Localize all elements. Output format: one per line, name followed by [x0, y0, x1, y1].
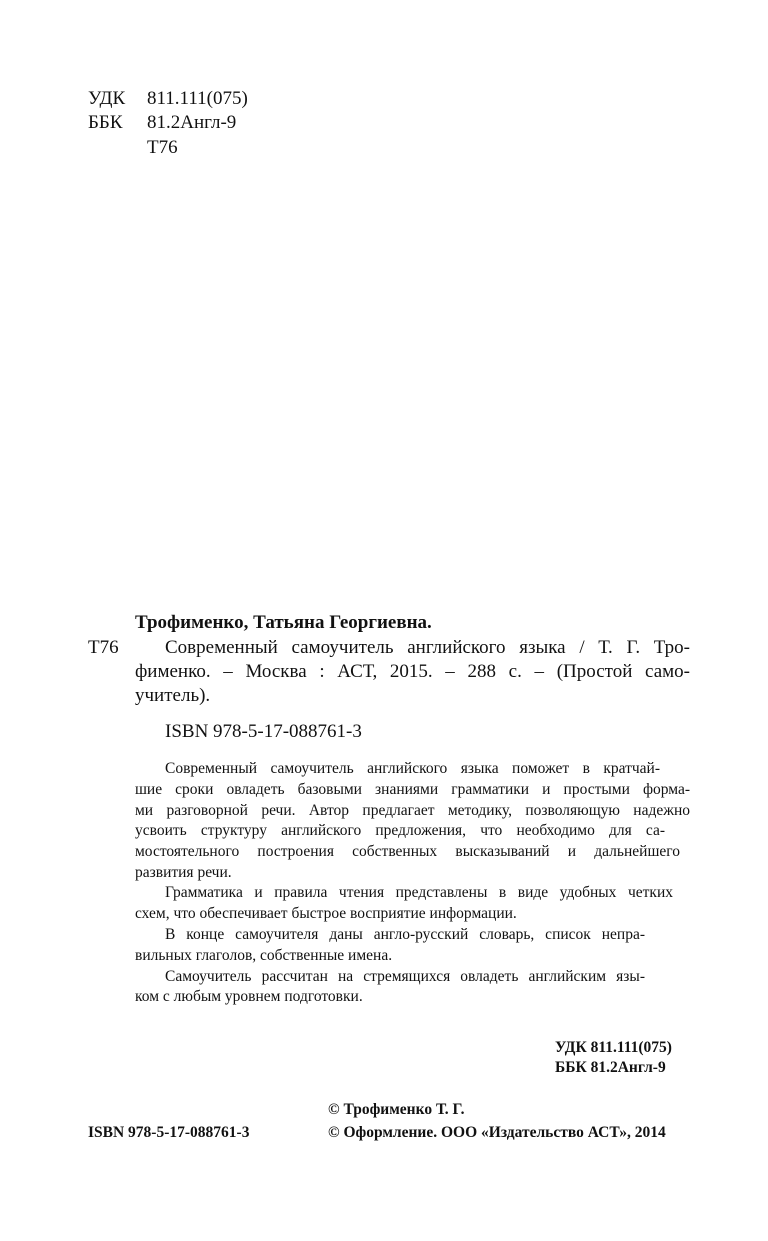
- record-line: Современный самоучитель английского языка / Т. Г. Тро-: [165, 637, 690, 658]
- annotation-line: ком с любым уровнем подготовки.: [135, 988, 363, 1005]
- bbk-label: ББК: [88, 112, 123, 133]
- annotation-line: ми разговорной речи. Автор предлагает методику, позволяющую надежно: [135, 802, 690, 819]
- footer-bbk: ББК 81.2Англ-9: [555, 1059, 666, 1076]
- author-mark: Т76: [147, 137, 178, 158]
- annotation-line: Современный самоучитель английского языка поможет в кратчай-: [165, 760, 660, 777]
- record-line: учитель).: [135, 685, 211, 706]
- annotation-line: развития речи.: [135, 864, 232, 881]
- annotation-line: мостоятельного построения собственных высказываний и дальнейшего: [135, 843, 680, 860]
- annotation-line: схем, что обеспечивает быстрое восприятие информации.: [135, 905, 517, 922]
- annotation-line: шие сроки овладеть базовыми знаниями грамматики и простыми форма-: [135, 781, 690, 798]
- annotation-line: Грамматика и правила чтения представлены в виде удобных четких: [165, 884, 673, 901]
- annotation-line: усвоить структуру английского предложения, что необходимо для са-: [135, 822, 665, 839]
- footer-udk: УДК 811.111(075): [555, 1039, 672, 1056]
- record-line: фименко. – Москва : АСТ, 2015. – 288 с. – (Простой само-: [135, 661, 690, 682]
- annotation-line: Самоучитель рассчитан на стремящихся овладеть английским язы-: [165, 968, 645, 985]
- footer-isbn: ISBN 978-5-17-088761-3: [88, 1124, 250, 1141]
- record-isbn: ISBN 978-5-17-088761-3: [165, 721, 362, 742]
- record-author: Трофименко, Татьяна Георгиевна.: [135, 612, 432, 633]
- annotation-line: В конце самоучителя даны англо-русский словарь, список непра-: [165, 926, 645, 943]
- record-mark: Т76: [88, 637, 119, 658]
- bbk-value: 81.2Англ-9: [147, 112, 237, 133]
- copyright-author: © Трофименко Т. Г.: [328, 1101, 465, 1118]
- copyright-design: © Оформление. ООО «Издательство АСТ», 2014: [328, 1124, 666, 1141]
- udk-value: 811.111(075): [147, 88, 248, 109]
- udk-label: УДК: [88, 88, 126, 109]
- annotation-line: вильных глаголов, собственные имена.: [135, 947, 393, 964]
